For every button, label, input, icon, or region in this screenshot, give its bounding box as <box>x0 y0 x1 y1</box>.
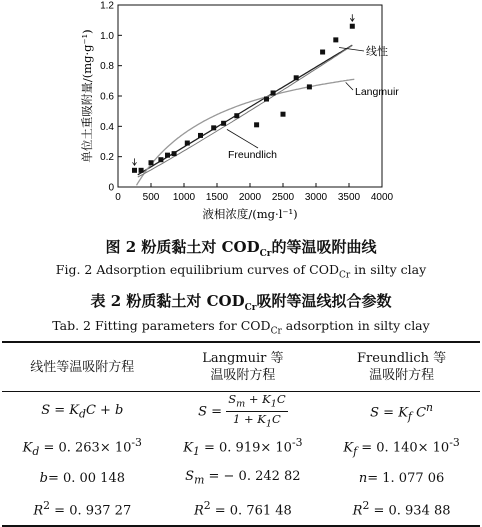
data-point <box>234 113 239 118</box>
annotation-linear: 线性 <box>366 45 388 58</box>
end-arrow <box>350 14 354 21</box>
data-point <box>132 168 137 173</box>
annotation-langmuir: Langmuir <box>355 86 399 98</box>
data-point <box>172 151 177 156</box>
param-k1: $K_1 = 0$. $919\times 10^{-3}$ <box>183 436 303 459</box>
data-point <box>264 97 269 102</box>
data-point <box>294 75 299 80</box>
param-r2-langmuir: $R^2 = 0$. 761 48 <box>163 494 324 526</box>
param-b: b= 0. 00 148 <box>39 470 125 486</box>
data-point <box>271 90 276 95</box>
x-axis-label: 液相浓度/(mg·l⁻¹) <box>202 207 298 221</box>
data-point <box>254 122 259 127</box>
annotation-leader-langmuir <box>346 82 353 90</box>
y-tick-label: 1.2 <box>100 0 114 12</box>
data-point <box>307 84 312 89</box>
equation-freundlich: $S = K_f$ $C^n$ <box>370 400 434 423</box>
table-header-row <box>2 342 480 392</box>
table-caption-en: Tab. 2 Fitting parameters for $COD_{Cr}$ adsorption in silty clay <box>52 318 430 337</box>
y-tick-label: 1.0 <box>100 30 114 42</box>
param-r2-freundlich: $R^2 = 0$. 934 88 <box>323 494 480 526</box>
data-point <box>185 141 190 146</box>
start-arrow <box>133 158 137 165</box>
annotation-freundlich: Freundlich <box>228 149 278 161</box>
fitting-parameters-table <box>2 341 480 527</box>
table-row <box>2 463 480 494</box>
y-axis-label: 单位土重吸附量/(mg·g⁻¹) <box>80 29 94 163</box>
equation-linear: $S = K_dC + b$ <box>41 403 124 421</box>
x-tick-label: 4000 <box>370 192 394 203</box>
x-tick-label: 3500 <box>337 192 361 203</box>
param-r2-linear: $R^2 = 0$. 937 27 <box>2 494 163 526</box>
header-linear: 线性等温吸附方程 <box>2 342 163 392</box>
data-point <box>281 112 286 117</box>
x-tick-label: 2000 <box>238 192 262 203</box>
data-point <box>198 133 203 138</box>
x-tick-label: 3000 <box>304 192 328 203</box>
y-tick-label: 0 <box>108 182 114 194</box>
param-sm: $S_m$ = − 0. 242 82 <box>185 469 301 487</box>
param-kf: $K_f = 0$. $140\times 10^{-3}$ <box>343 436 460 459</box>
series-line-langmuir <box>137 79 355 185</box>
chart-svg <box>0 0 482 232</box>
data-point <box>350 24 355 29</box>
figure-caption-en: Fig. 2 Adsorption equilibrium curves of $COD_{Cr}$ in silty clay <box>55 262 427 281</box>
param-kd: $K_d = 0$. $263\times 10^{-3}$ <box>22 436 142 459</box>
table-caption-cn: 表 2 粉质黏土对 $COD_{Cr}$吸附等温线拟合参数 <box>90 292 392 313</box>
x-tick-label: 1500 <box>205 192 229 203</box>
header-langmuir: Langmuir 等 温吸附方程 <box>163 342 324 392</box>
table-row <box>2 494 480 526</box>
y-tick-label: 0.2 <box>100 152 114 164</box>
figure-caption-cn: 图 2 粉质黏土对 $COD_{Cr}$的等温吸附曲线 <box>105 238 377 259</box>
data-point <box>333 37 338 42</box>
langmuir-fraction: $\frac{S_m + K_1C}{1 + K_1C}$ <box>228 392 286 430</box>
data-point <box>158 157 163 162</box>
equation-langmuir: S = $\frac{S_m + K_1C}{1 + K_1C}$ <box>198 392 286 430</box>
data-point <box>221 121 226 126</box>
y-tick-label: 0.4 <box>100 121 114 133</box>
data-point <box>139 168 144 173</box>
param-n: n= 1. 077 06 <box>358 470 445 486</box>
x-tick-label: 2500 <box>271 192 295 203</box>
y-tick-label: 0.6 <box>100 91 114 103</box>
header-freundlich: Freundlich 等 温吸附方程 <box>323 342 480 392</box>
data-point <box>211 125 216 130</box>
data-point <box>165 153 170 158</box>
table-row <box>2 432 480 463</box>
data-point <box>149 160 154 165</box>
x-tick-label: 500 <box>142 192 160 203</box>
x-tick-label: 0 <box>115 192 121 203</box>
table-row <box>2 392 480 432</box>
x-tick-label: 1000 <box>172 192 196 203</box>
y-tick-label: 0.8 <box>100 61 114 73</box>
data-point <box>320 50 325 55</box>
isotherm-chart <box>0 0 482 232</box>
annotation-leader-freundlich <box>227 129 258 148</box>
